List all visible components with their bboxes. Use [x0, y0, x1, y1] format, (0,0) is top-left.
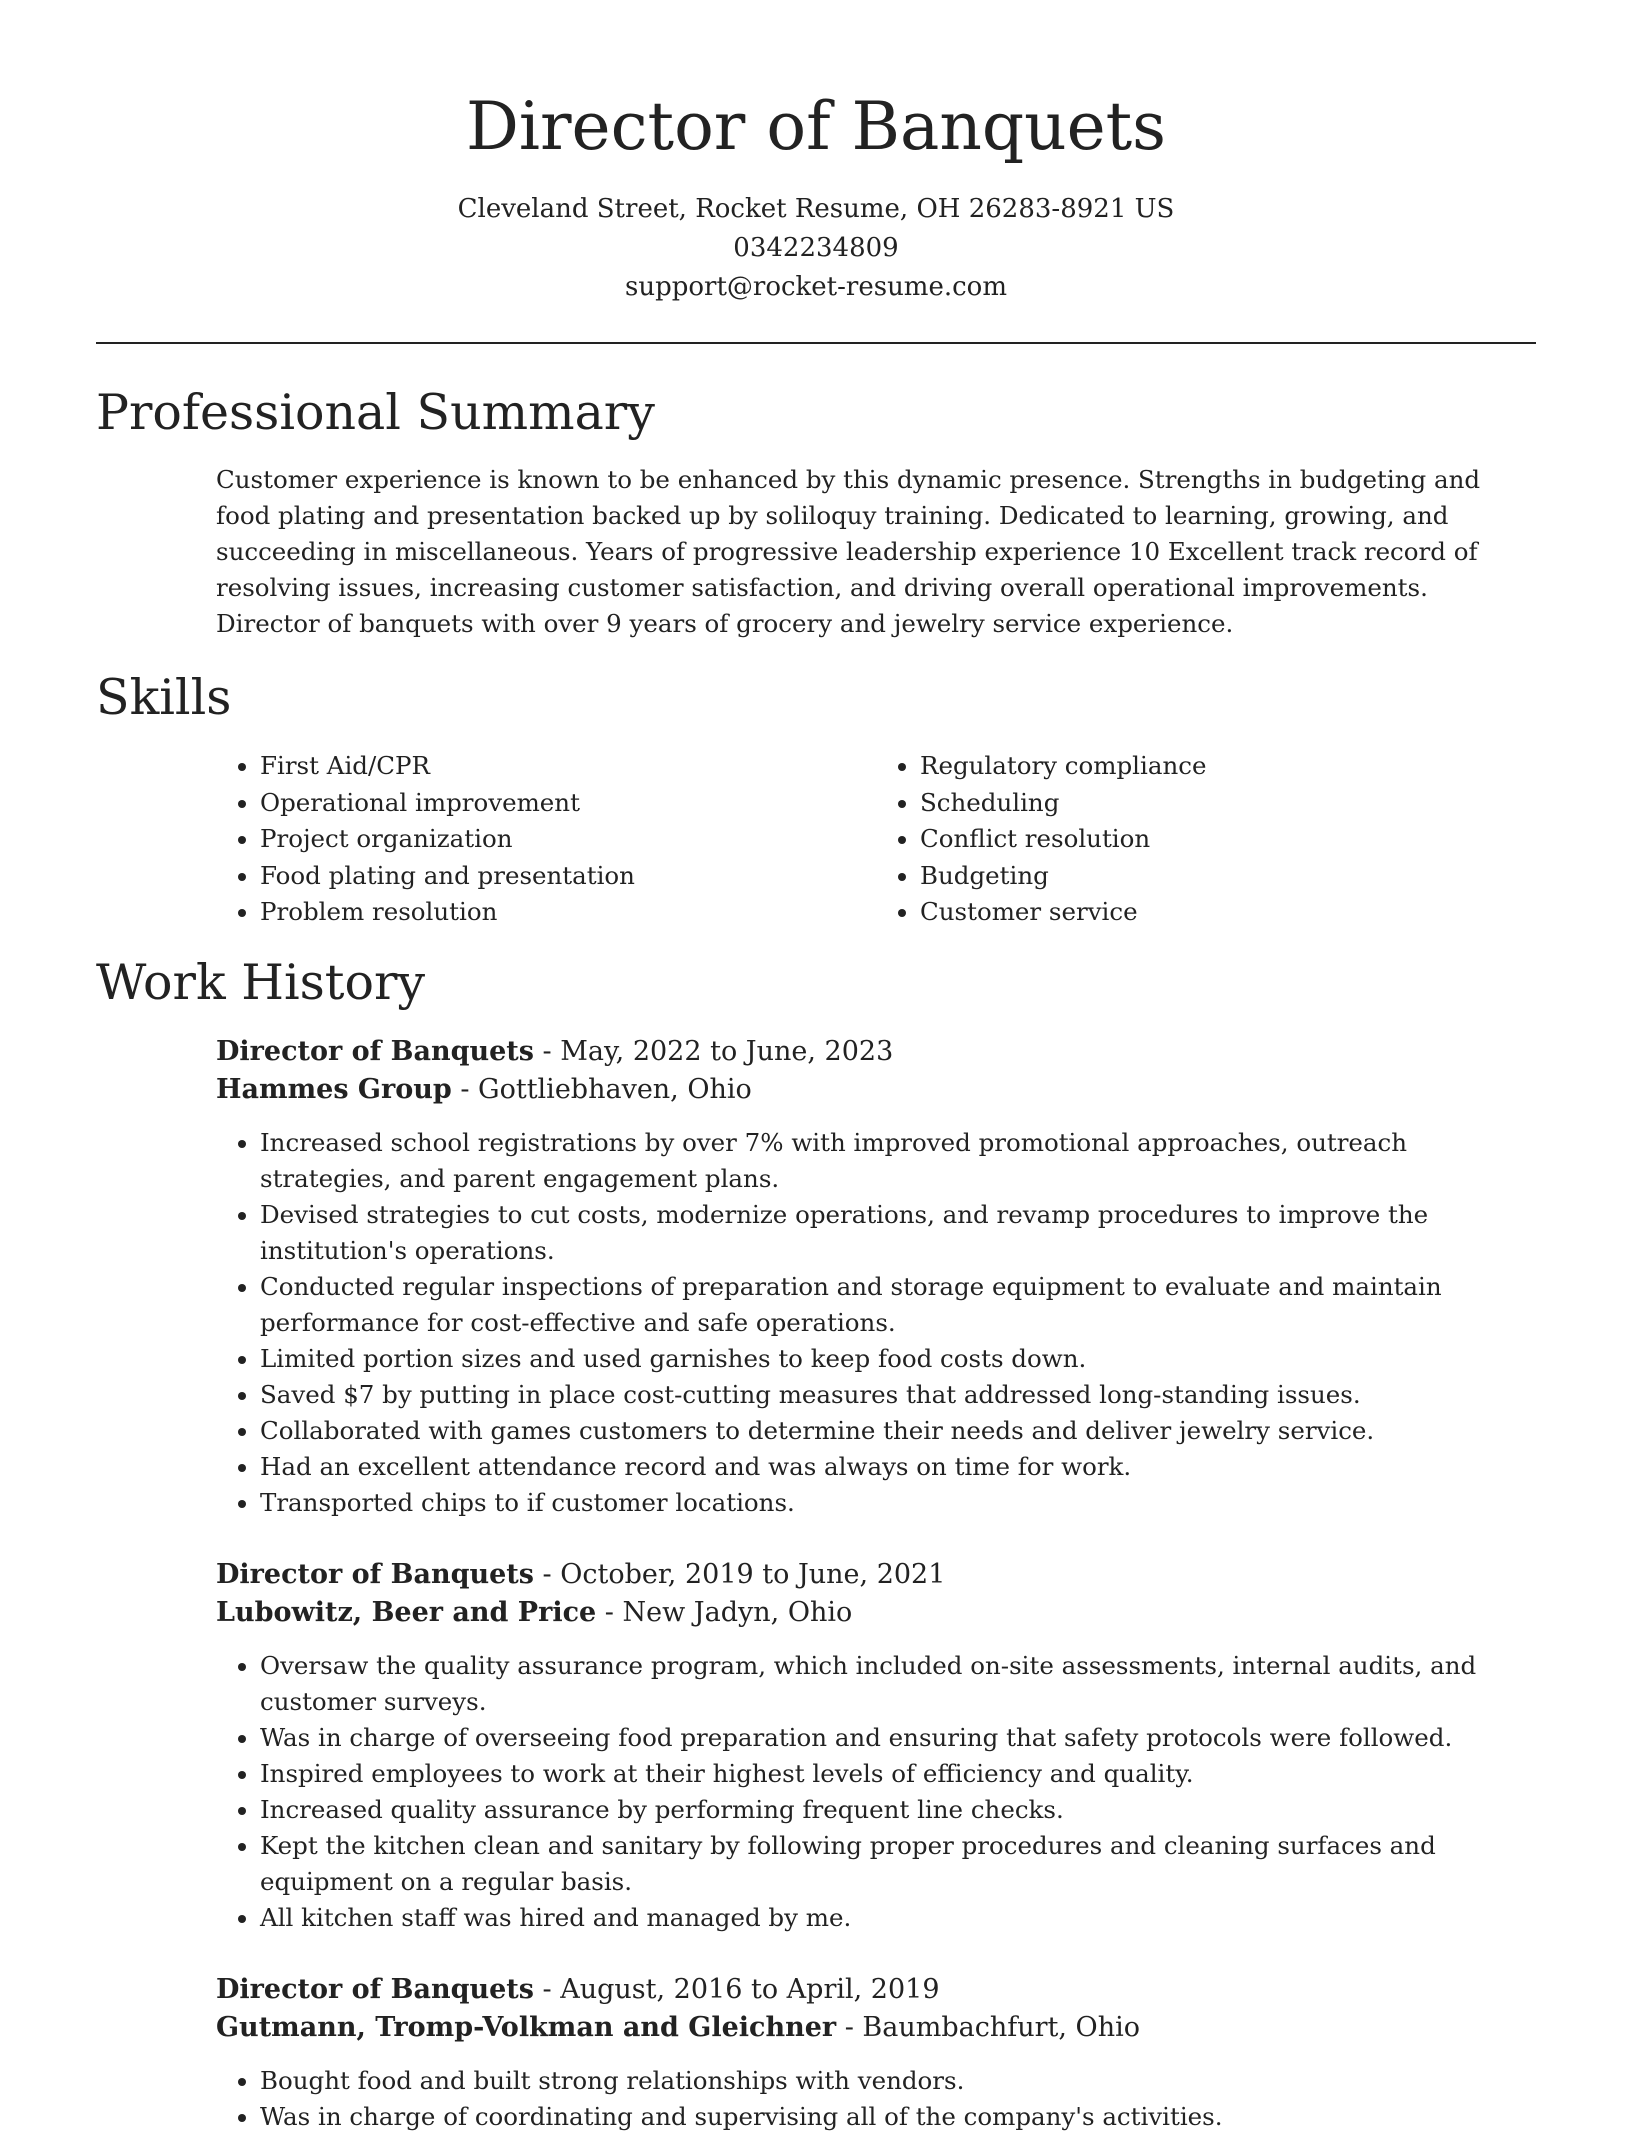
job-dates: - August, 2016 to April, 2019 — [533, 1974, 940, 2005]
skills-heading: Skills — [96, 669, 232, 726]
skill-item: • Food plating and presentation — [260, 858, 876, 895]
skills-column-left — [216, 748, 876, 931]
skill-item: • Problem resolution — [260, 894, 876, 931]
job-location: - New Jadyn, Ohio — [596, 1597, 853, 1628]
job-bullet: • Bought food and built strong relationships with vendors. — [260, 2063, 1536, 2099]
skill-item: • First Aid/CPR — [260, 748, 876, 785]
job-title: Director of Banquets — [216, 1036, 534, 1067]
job-bullet: • Had an excellent attendance record and was always on time for work. — [260, 1449, 1536, 1485]
job-bullet: • Transported chips to if customer locations. — [260, 1485, 1536, 1521]
job-bullets — [216, 1648, 1536, 1936]
job-location: - Gottliebhaven, Ohio — [451, 1074, 752, 1105]
job-bullet: • Was in charge of coordinating and supervising all of the company's activities. — [260, 2099, 1536, 2135]
resume-header — [0, 0, 1632, 307]
contact-email: support@rocket-resume.com — [624, 272, 1007, 302]
job-bullet: • Increased quality assurance by performing frequent line checks. — [260, 1792, 1536, 1828]
job-location: - Baumbachfurt, Ohio — [836, 2012, 1140, 2043]
job-dates: - October, 2019 to June, 2021 — [533, 1559, 946, 1590]
job-company-line — [216, 1594, 1536, 1632]
job-title-line — [216, 1033, 1536, 1071]
header-divider — [96, 342, 1536, 344]
job-bullet: • Devised strategies to cut costs, modernize operations, and revamp procedures to improve the institution's operations. — [260, 1197, 1536, 1269]
job-company-line — [216, 1071, 1536, 1109]
job-bullet: • Saved $7 by putting in place cost-cutting measures that addressed long-standing issues. — [260, 1377, 1536, 1413]
job-company-line — [216, 2009, 1536, 2047]
job-company: Gutmann, Tromp-Volkman and Gleichner — [216, 2012, 837, 2043]
skill-item: • Project organization — [260, 821, 876, 858]
job-bullet: • Conducted regular inspections of preparation and storage equipment to evaluate and maintain performance for cost-effective and safe operations. — [260, 1269, 1536, 1341]
job-company: Lubowitz, Beer and Price — [216, 1597, 597, 1628]
contact-phone: 0342234809 — [733, 233, 899, 263]
summary-heading: Professional Summary — [96, 384, 655, 441]
skills-column-right — [876, 748, 1536, 931]
contact-address: Cleveland Street, Rocket Resume, OH 26283-8921 US — [457, 194, 1175, 224]
skill-item: • Scheduling — [920, 785, 1536, 822]
skill-item: • Budgeting — [920, 858, 1536, 895]
skill-item: • Regulatory compliance — [920, 748, 1536, 785]
job-title: Director of Banquets — [216, 1974, 534, 2005]
job-bullet: • All kitchen staff was hired and managed by me. — [260, 1900, 1536, 1936]
skill-item: • Customer service — [920, 894, 1536, 931]
job-bullet: • Increased school registrations by over 7% with improved promotional approaches, outreach strategies, and parent engagement plans. — [260, 1125, 1536, 1197]
job-bullet: • Inspired employees to work at their highest levels of efficiency and quality. — [260, 1756, 1536, 1792]
job-dates: - May, 2022 to June, 2023 — [533, 1036, 894, 1067]
job-entry — [216, 1556, 1536, 1936]
job-entry — [216, 1033, 1536, 1521]
candidate-name: Director of Banquets — [465, 88, 1167, 165]
summary-text: Customer experience is known to be enhanced by this dynamic presence. Strengths in budgeting and food plating and presentation backed up by soliloquy training. Dedicated to learning, growing, and succeeding in miscellaneous. Years of progressive leadership experience 10 Excellent track record of resolving issues, increasing customer satisfaction, and driving overall operational improvements. Director of banquets with over 9 years of grocery and jewelry service experience. — [216, 465, 1481, 638]
job-bullet: • Was in charge of overseeing food preparation and ensuring that safety protocols were followed. — [260, 1720, 1536, 1756]
job-company: Hammes Group — [216, 1074, 452, 1105]
job-title-line — [216, 1556, 1536, 1594]
skills-list — [216, 748, 1536, 931]
job-bullets — [216, 1125, 1536, 1521]
job-bullet: • Limited portion sizes and used garnishes to keep food costs down. — [260, 1341, 1536, 1377]
job-title: Director of Banquets — [216, 1559, 534, 1590]
job-entry — [216, 1971, 1536, 2135]
job-bullet: • Collaborated with games customers to determine their needs and deliver jewelry service. — [260, 1413, 1536, 1449]
job-title-line — [216, 1971, 1536, 2009]
job-bullet: • Kept the kitchen clean and sanitary by following proper procedures and cleaning surfaces and equipment on a regular basis. — [260, 1828, 1536, 1900]
work-history-heading: Work History — [96, 954, 426, 1011]
skill-item: • Conflict resolution — [920, 821, 1536, 858]
skill-item: • Operational improvement — [260, 785, 876, 822]
job-bullet: • Oversaw the quality assurance program, which included on-site assessments, internal audits, and customer surveys. — [260, 1648, 1536, 1720]
job-bullets — [216, 2063, 1536, 2135]
